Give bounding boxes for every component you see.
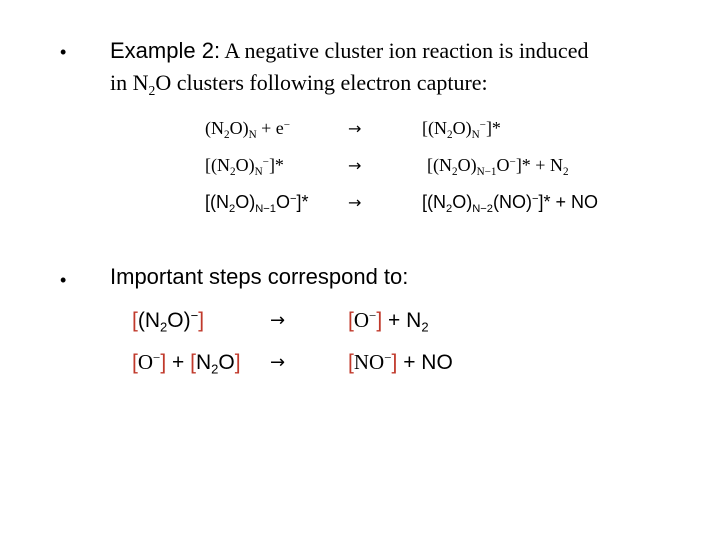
bullet-2: • xyxy=(60,270,67,290)
reaction-3-arrow-icon: → xyxy=(348,193,362,212)
example-line-1 xyxy=(110,36,588,66)
step-1-lhs: $[(N_2O)^-]$ xyxy=(132,307,205,335)
step-2-arrow-icon: → xyxy=(270,352,286,373)
reaction-3-rhs: $[(N_2O)_{N-2}(NO)^-]*$ + NO xyxy=(422,192,599,215)
reaction-3-lhs: $[(N_2O)_{N-1}O^-]*$ xyxy=(205,192,309,215)
step-2-lhs: $[O^-] + [N_2O]$ xyxy=(132,349,241,377)
bullet-1: • xyxy=(60,42,67,62)
example-description: A negative cluster ion reaction is induced xyxy=(220,38,589,63)
step-1-rhs: $[O^-] + N_2$ xyxy=(348,307,429,335)
example-label: Example 2: xyxy=(110,38,221,63)
step-2-rhs: [NO−] + NO xyxy=(348,349,453,374)
reaction-2-rhs: $[(N_2O)_{N-1}O^-]* + N_2$ xyxy=(427,155,569,178)
reaction-2-arrow-icon: → xyxy=(348,156,362,175)
reaction-2-lhs: $[(N_2O)_N^-]*$ xyxy=(205,155,284,178)
reaction-1-rhs: $[(N_2O)_N^-]*$ xyxy=(422,118,501,141)
example-line-2: in $N_2O$ clusters following electron capture: xyxy=(110,70,488,98)
reaction-1-lhs: $(N_2O)_N + e^-$ xyxy=(205,118,291,141)
important-steps-heading: Important steps correspond to: xyxy=(110,264,409,289)
step-1-arrow-icon: → xyxy=(270,310,286,331)
reaction-1-arrow-icon: → xyxy=(348,119,362,138)
